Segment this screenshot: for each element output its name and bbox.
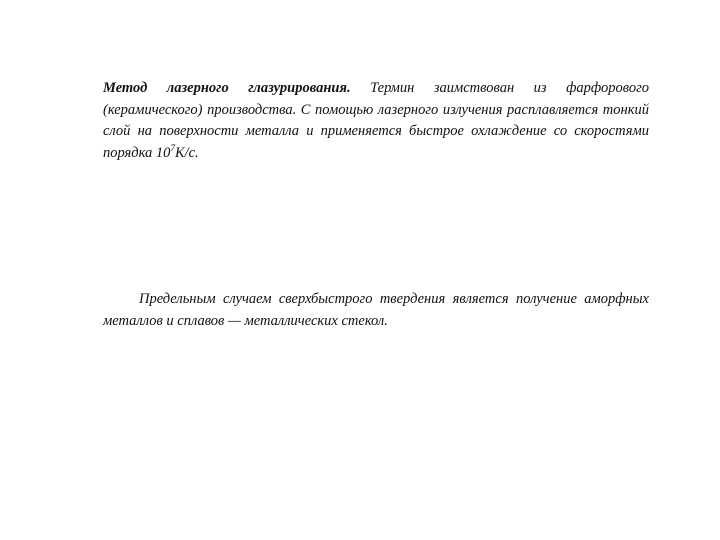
paragraph-unit-text: К/с.: [174, 144, 199, 161]
laser-glazing-paragraph: [103, 78, 649, 164]
paragraph-body-text: Предельным случаем сверхбыстрого твердения является получение аморфных металлов и сплавов — металлических стекол.: [103, 291, 649, 329]
amorphous-metals-paragraph: [103, 289, 649, 332]
paragraph-body-text: Термин заимствован из фарфорового (керамического) производства. С помощью лазерного излучения расплавляется тонкий слой на поверхности металла и применяется быстрое охлаждение со скоростями порядка 10: [103, 80, 650, 161]
paragraph-lead-term: Метод лазерного глазурирования.: [103, 80, 351, 96]
exponent: 7: [170, 142, 175, 153]
